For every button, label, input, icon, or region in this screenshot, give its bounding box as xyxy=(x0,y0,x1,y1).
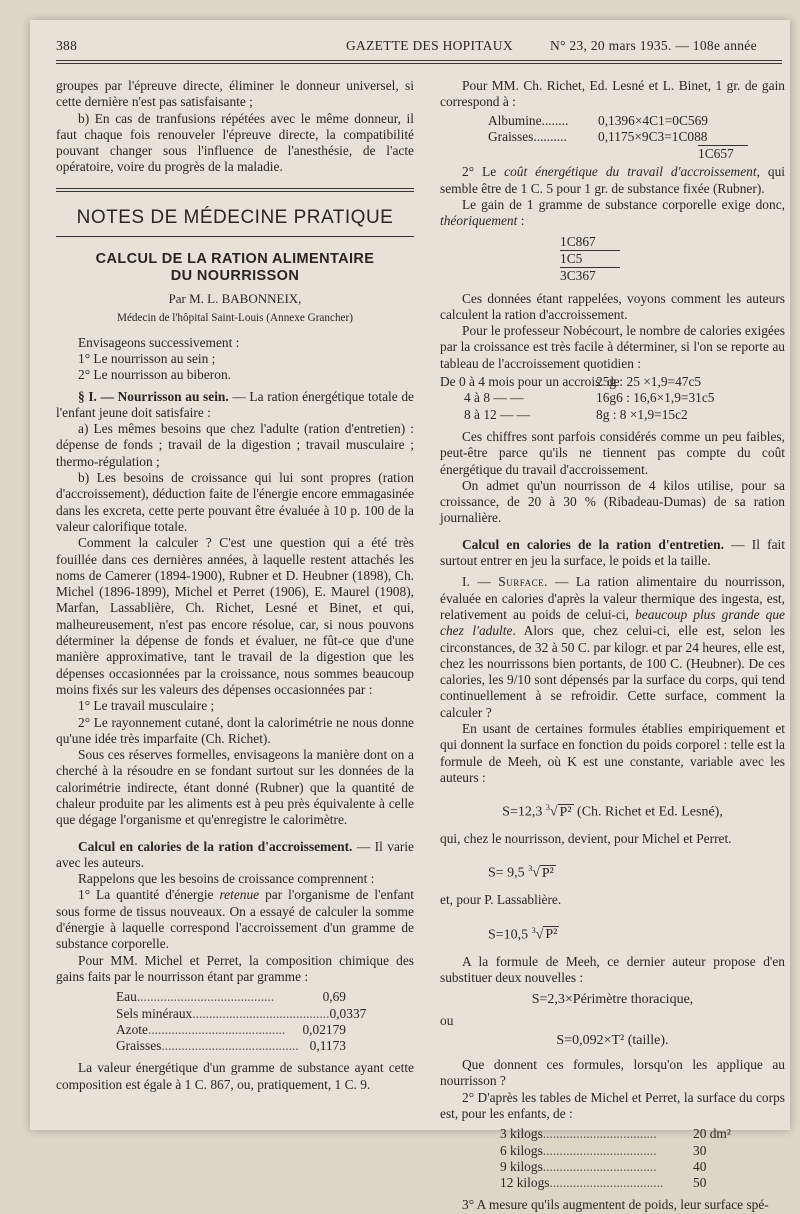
paragraph xyxy=(56,887,414,952)
article-title-line: DU NOURRISSON xyxy=(170,268,300,285)
paragraph-text: par l'organisme de l'enfant sous forme de tissus nouveaux. On a essayé de calculer la somme d'énergie à laquelle correspond l'accroissement d'un gramme de substance corporelle. xyxy=(56,887,415,952)
leader-dots: .................................. xyxy=(549,1175,664,1191)
leader-dots: ......................................... xyxy=(192,1005,330,1021)
paragraph-text: — Il varie avec les auteurs. xyxy=(56,838,415,870)
paragraph: A la formule de Meeh, ce dernier auteur propose d'en substituer deux nouvelles : xyxy=(440,953,785,985)
paragraph: a) Les mêmes besoins que chez l'adulte (ration d'entretien) : dépense de fonds ; travail de la digestion ; travail musculaire ; thermo-régulation ; xyxy=(56,421,414,469)
list-item xyxy=(500,1143,745,1159)
paragraph: Ces chiffres sont parfois considérés comme un peu faibles, peut-être parce qu'ils ne tiennent pas compte du coût énergétique du travail d'accroissement. xyxy=(440,428,785,477)
composition-list xyxy=(116,989,367,1054)
paragraph: groupes par l'épreuve directe, éliminer le donneur universel, si cette dernière n'est pas satisfaisante ; xyxy=(56,78,414,110)
table-row xyxy=(440,407,785,423)
gain-composition xyxy=(488,113,758,163)
item-value: 20 dm² xyxy=(693,1126,731,1142)
paragraph-text: — Il fait surtout entrer en jeu la surface, le poids et la taille. xyxy=(440,536,785,569)
list-item xyxy=(116,1005,367,1022)
formula-radicand: P² xyxy=(559,804,572,820)
paragraph-subheading: Surface xyxy=(498,574,545,590)
leader-dots: ......................................... xyxy=(147,1021,286,1037)
paragraph-emphasis: coût énergétique du travail d'accroissement xyxy=(504,164,757,180)
article-title-line: CALCUL DE LA RATION ALIMENTAIRE xyxy=(95,251,375,268)
formula: S=2,3×Périmètre thoracique, xyxy=(531,992,694,1008)
left-column xyxy=(56,78,414,1093)
section-divider xyxy=(56,236,414,237)
author-affiliation: Médecin de l'hôpital Saint-Louis (Annexe Grancher) xyxy=(117,312,353,325)
list-item xyxy=(488,129,758,145)
formula-text: S=10,5 xyxy=(488,927,532,943)
paragraph-text: — La ration énergétique totale de l'enfant jeune doit satisfaire : xyxy=(56,388,414,420)
item-value: 40 xyxy=(693,1158,707,1174)
paragraph-emphasis: beaucoup plus grande que chez l'adulte xyxy=(440,606,785,639)
formula-radicand: P² xyxy=(541,866,554,882)
paragraph: On admet qu'un nourrisson de 4 kilos utilise, pour sa croissance, de 20 à 30 % (Ribadeau-Dumas) de sa ration journalière. xyxy=(440,477,785,526)
item-value: 0,02179 xyxy=(302,1021,346,1037)
paragraph: Ces données étant rappelées, voyons comment les auteurs calculent la ration d'accroissement. xyxy=(440,290,785,322)
age-range: 8 à 12 — — xyxy=(464,406,531,422)
paragraph-text: . — La ration alimentaire du nourrisson, évaluée en calories d'après la valeur thermique des ingesta, est, relativement au poids de celui-ci, xyxy=(440,574,785,622)
formula: S=0,092×T² (taille). xyxy=(556,1032,669,1048)
paragraph: Pour MM. Michel et Perret, la composition chimique des gains faits par le nourrisson étant par gramme : xyxy=(56,952,414,984)
formula-text: (Ch. Richet et Ed. Lesné), xyxy=(573,804,723,820)
paragraph-text: , qui semble être de 1 C. 5 pour 1 gr. de substance fixée (Rubner). xyxy=(440,164,785,196)
section-title: NOTES DE MÉDECINE PRATIQUE xyxy=(76,206,394,228)
item-value: 0,0337 xyxy=(329,1005,367,1021)
paragraph-text: Le gain de 1 gramme de substance corporelle exige donc, xyxy=(462,197,785,213)
paragraph-text: I. — xyxy=(462,574,499,590)
paragraph: En usant de certaines formules établies empiriquement et qui donnent la surface en fonction du poids corporel : telle est la formule de Meeh, où K est une constante, variable avec les auteurs : xyxy=(440,720,785,785)
paragraph-text: . Alors que, chez celui-ci, elle est, selon les circonstances, de 32 à 50 C. par kilogr. et par 24 heures, elle est, chez les nourrissons bien portants, de 100 C. (Heubner). De ces calories, les 9/10 sont dépensés par la surface du corps, qui tend continuellement à se refroidir. Cette surface, comment la calculer ? xyxy=(440,623,785,720)
item-value: 0,1175×9C3=1C088 xyxy=(598,128,708,144)
article-title xyxy=(56,251,414,285)
paragraph-emphasis: retenue xyxy=(219,887,260,903)
formula: S=12,3 $^3$√ P² (Ch. Richet et Ed. Lesné), xyxy=(502,803,723,820)
right-column xyxy=(440,78,785,1214)
formula-text: S= 9,5 xyxy=(488,866,529,882)
calorie-calc: 8g : 8 ×1,9=15c2 xyxy=(596,406,688,422)
item-label: 12 kilogs xyxy=(500,1175,550,1191)
list-item xyxy=(116,989,346,1005)
list-item xyxy=(500,1159,745,1175)
age-range: De 0 à 4 mois pour un accrois. de xyxy=(440,374,620,390)
paragraph: La valeur énergétique d'un gramme de substance ayant cette composition est égale à 1 C. 867, ou, pratiquement, 1 C. 9. xyxy=(56,1060,414,1092)
item-label: Azote xyxy=(116,1021,148,1037)
paragraph-text: 1° La quantité d'énergie xyxy=(78,887,220,903)
journal-title: GAZETTE DES HOPITAUX xyxy=(346,38,513,53)
sum-term: 1C867 xyxy=(560,233,596,249)
calorie-calc: 25g : 25 ×1,9=47c5 xyxy=(596,374,702,390)
page-number: 388 xyxy=(56,38,78,53)
leader-dots: .................................. xyxy=(542,1126,657,1142)
paragraph: b) Les besoins de croissance qui lui sont propres (ration d'accroissement), déduction faite de l'énergie encore emmagasinée dans les excreta, cette perte pouvant être évaluée à 10 p. 100 de la valeur calorifique totale. xyxy=(56,470,414,534)
header-rule xyxy=(56,63,782,64)
paragraph xyxy=(440,164,785,197)
leader-dots: ......................................... xyxy=(136,989,275,1005)
age-range: 4 à 8 — — xyxy=(464,390,524,406)
leader-dots: ......................................... xyxy=(161,1038,299,1054)
item-label: 6 kilogs xyxy=(500,1142,543,1158)
growth-rate-table xyxy=(440,374,785,423)
item-label: 9 kilogs xyxy=(500,1158,543,1174)
formula-text: S=12,3 xyxy=(502,804,546,820)
item-value: 0,1173 xyxy=(309,1038,346,1054)
list-item xyxy=(116,1038,346,1054)
paragraph-emphasis: théoriquement xyxy=(440,213,518,229)
item-value: 0,1396×4C1=0C569 xyxy=(598,112,708,128)
paragraph: Envisageons successivement : xyxy=(78,334,240,350)
paragraph: ou xyxy=(440,1012,454,1028)
formula: S= 9,5 $^3$√ P² xyxy=(488,864,554,882)
paragraph: b) En cas de tranfusions répétées avec le même donneur, il faut chaque fois renouveler l'épreuve directe, la compatibilité pouvant changer sous l'influence de l'anesthésie, de l'acte opératoire, voire du progrès de la maladie. xyxy=(56,110,414,175)
list-item: 1° Le travail musculaire ; xyxy=(78,698,215,714)
paragraph xyxy=(440,574,785,721)
sum-total: 3C367 xyxy=(560,267,620,284)
newspaper-page xyxy=(30,20,790,1213)
paragraph: Pour le professeur Nobécourt, le nombre de calories exigées par la croissance est très facile à déterminer, si l'on se reporte au tableau de l'accroissement quotidien : xyxy=(440,323,785,371)
paragraph: Pour MM. Ch. Richet, Ed. Lesné et L. Binet, 1 gr. de gain correspond à : xyxy=(440,78,785,110)
sum-term: 1C5 xyxy=(560,250,620,267)
item-label: 3 kilogs xyxy=(500,1126,543,1142)
paragraph xyxy=(56,389,414,422)
paragraph: Sous ces réserves formelles, envisageons la manière dont on a cherché à la résoudre en se fondant surtout sur les données de la calorimétrie indirecte, étant donné (Rubner) que la quantité de chaleur produite par les aliments est à peu près équivalente à celle que dégage l'organisme et qu'enregistre le calorimètre. xyxy=(56,747,414,828)
paragraph-text: : xyxy=(517,213,525,229)
author-byline: Par M. L. BABONNEIX, xyxy=(168,291,302,307)
list-item: 2° Le rayonnement cutané, dont la calorimétrie ne nous donne qu'une idée très imparfaite (Ch. Richet). xyxy=(56,714,414,746)
list-item xyxy=(116,1022,346,1038)
paragraph: Que donnent ces formules, lorsqu'on les applique au nourrisson ? xyxy=(440,1057,785,1089)
item-label: Albumine........ xyxy=(488,112,569,128)
paragraph-text: 2° Le xyxy=(462,164,505,180)
calorie-calc: 16g6 : 16,6×1,9=31c5 xyxy=(596,390,715,406)
paragraph xyxy=(440,197,785,230)
item-label: Sels minéraux xyxy=(116,1005,193,1021)
paragraph xyxy=(56,839,414,872)
sum-total: 1C657 xyxy=(698,145,748,162)
section-divider xyxy=(56,188,414,192)
page-header xyxy=(56,38,782,58)
formula-radicand: P² xyxy=(545,927,558,943)
paragraph: Comment la calculer ? C'est une question qui a été très fouillée dans ces dernières années, à laquelle restent attachés les noms de Camerer (1894-1900), Rubner et D. Heubner (1898), Ch. Michel (1896-1899), Michel et Perret (1906), E. Maurel (1908), Marfan, Lassablière, Ch. Richet, Lesné et Binet, et qui, malheureusement, n'est pas encore résolue, car, si nous pouvons déterminer la dépense de fonds et évaluer, ne fût-ce que d'une manière approximative, tant le travail de la digestion que les dépenses occasionnées par la croissance, nous sommes beaucoup moins fixés sur les valeurs des dépenses occasionnées par : xyxy=(56,535,414,697)
paragraph: qui, chez le nourrisson, devient, pour Michel et Perret. xyxy=(440,831,732,847)
list-item xyxy=(500,1126,745,1142)
list-item xyxy=(500,1175,745,1191)
header-rule xyxy=(56,60,782,61)
paragraph: 3° A mesure qu'ils augmentent de poids, leur surface spé- xyxy=(462,1197,769,1213)
issue-info: N° 23, 20 mars 1935. — 108e année xyxy=(550,38,757,53)
surface-table xyxy=(500,1126,745,1191)
paragraph xyxy=(440,537,785,570)
paragraph-heading: Calcul en calories de la ration d'accroissement. xyxy=(78,838,353,854)
energy-sum xyxy=(560,234,620,285)
table-row xyxy=(440,390,785,406)
item-value: 0,69 xyxy=(322,989,346,1005)
paragraph-heading: Calcul en calories de la ration d'entretien. xyxy=(462,536,724,552)
paragraph: et, pour P. Lassablière. xyxy=(440,892,562,908)
table-row xyxy=(440,374,785,390)
leader-dots: .................................. xyxy=(542,1158,657,1174)
paragraph-heading: § I. — Nourrisson au sein. xyxy=(78,388,229,404)
paragraph: Rappelons que les besoins de croissance comprennent : xyxy=(78,871,375,887)
list-item xyxy=(488,113,758,129)
item-label: Graisses xyxy=(116,1038,162,1054)
item-value: 50 xyxy=(693,1175,707,1191)
list-item: 1° Le nourrisson au sein ; xyxy=(78,350,216,366)
list-item: 2° Le nourrisson au biberon. xyxy=(78,367,231,383)
formula: S=10,5 $^3$√ P² xyxy=(488,925,558,943)
item-label: Graisses.......... xyxy=(488,128,567,144)
item-value: 30 xyxy=(693,1142,707,1158)
item-label: Eau xyxy=(116,989,137,1005)
paragraph: 2° D'après les tables de Michel et Perret, la surface du corps est, pour les enfants, de : xyxy=(440,1089,785,1121)
leader-dots: .................................. xyxy=(542,1142,657,1158)
